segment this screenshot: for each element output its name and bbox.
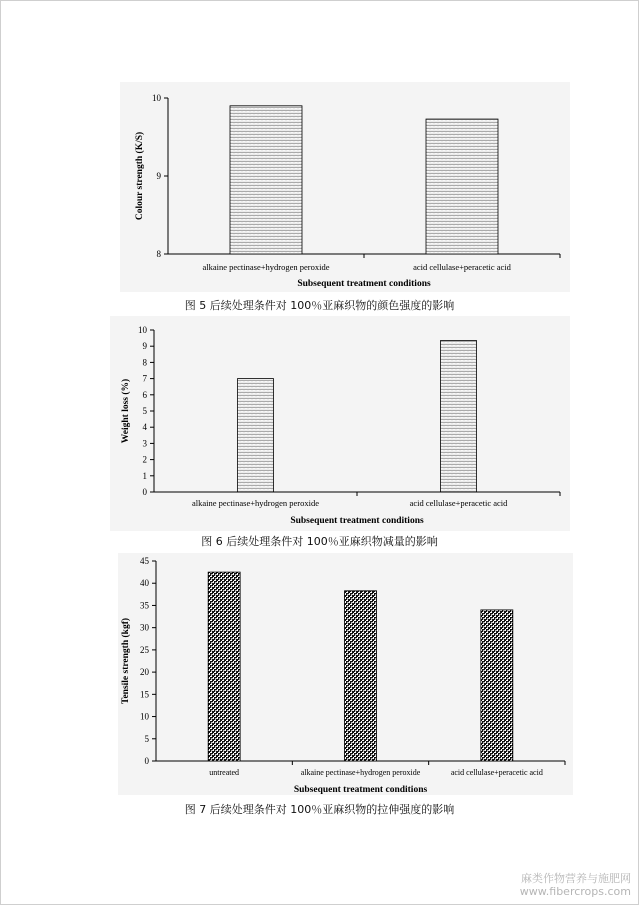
bar-acid-cellulase-peracetic-acid [441, 341, 477, 492]
y-tick-label: 30 [140, 622, 149, 633]
chart-panel-background [120, 82, 570, 292]
x-category-label: alkaine pectinase+hydrogen peroxide [202, 262, 330, 272]
y-axis-title: Weight loss (%) [121, 378, 131, 444]
y-tick-label: 6 [142, 389, 147, 400]
y-axis-title: Colour strength (K/S) [135, 131, 145, 221]
y-tick-label: 35 [140, 600, 149, 611]
x-category-label: acid cellulase+peracetic acid [409, 498, 508, 508]
colour-strength-chart [120, 82, 570, 292]
y-tick-label: 1 [142, 470, 147, 481]
x-axis-title: Subsequent treatment conditions [297, 279, 431, 289]
bar-alkaine-pectinase-hydrogen-peroxide [238, 379, 274, 492]
y-tick-label: 2 [142, 454, 147, 465]
bar-acid-cellulase-peracetic-acid [426, 119, 498, 254]
y-tick-label: 4 [142, 422, 147, 433]
figure-6-caption: 图 6 后续处理条件对 100％亚麻织物减量的影响 [201, 535, 438, 548]
x-category-label: acid cellulase+peracetic acid [450, 768, 543, 777]
x-category-label: acid cellulase+peracetic acid [413, 262, 511, 272]
y-tick-label: 3 [142, 438, 147, 449]
y-tick-label: 10 [140, 711, 149, 722]
tensile-strength-chart [118, 553, 573, 795]
y-tick-label: 10 [138, 325, 147, 335]
bar-alkaine-pectinase-hydrogen-peroxide [230, 106, 302, 254]
weight-loss-chart [110, 316, 570, 531]
y-tick-label: 9 [156, 171, 161, 181]
y-tick-label: 45 [140, 556, 149, 566]
bar-untreated [208, 572, 240, 761]
x-axis-title: Subsequent treatment conditions [290, 516, 424, 526]
y-tick-label: 15 [140, 689, 149, 700]
y-tick-label: 5 [142, 406, 147, 416]
y-tick-label: 9 [142, 341, 147, 352]
colour-strength-chart-svg [120, 82, 570, 292]
y-tick-label: 5 [144, 733, 149, 744]
site-watermark [520, 872, 631, 898]
y-tick-label: 8 [142, 357, 147, 368]
y-tick-label: 7 [142, 373, 147, 384]
y-tick-label: 0 [142, 487, 147, 497]
y-axis-title: Tensile strength (kgf) [121, 617, 131, 705]
y-tick-label: 10 [152, 93, 161, 103]
x-category-label: untreated [209, 768, 240, 777]
y-tick-label: 25 [140, 644, 149, 655]
figure-5-caption: 图 5 后续处理条件对 100％亚麻织物的颜色强度的影响 [184, 299, 455, 312]
figure-7-caption: 图 7 后续处理条件对 100％亚麻织物的拉伸强度的影响 [184, 803, 455, 816]
bar-alkaine-pectinase-hydrogen-peroxide [345, 591, 377, 761]
x-category-label: alkaine pectinase+hydrogen peroxide [191, 498, 320, 508]
x-axis-title: Subsequent treatment conditions [293, 785, 428, 795]
watermark-title: 麻类作物营养与施肥网 [521, 872, 631, 885]
watermark-url: www.fibercrops.com [519, 885, 631, 898]
y-tick-label: 20 [140, 667, 149, 678]
x-category-label: alkaine pectinase+hydrogen peroxide [300, 768, 421, 777]
y-tick-label: 0 [144, 756, 149, 766]
tensile-strength-chart-svg [118, 553, 573, 795]
y-tick-label: 40 [140, 578, 149, 589]
weight-loss-chart-svg [110, 316, 570, 531]
y-tick-label: 8 [156, 249, 161, 259]
bar-acid-cellulase-peracetic-acid [481, 610, 513, 761]
